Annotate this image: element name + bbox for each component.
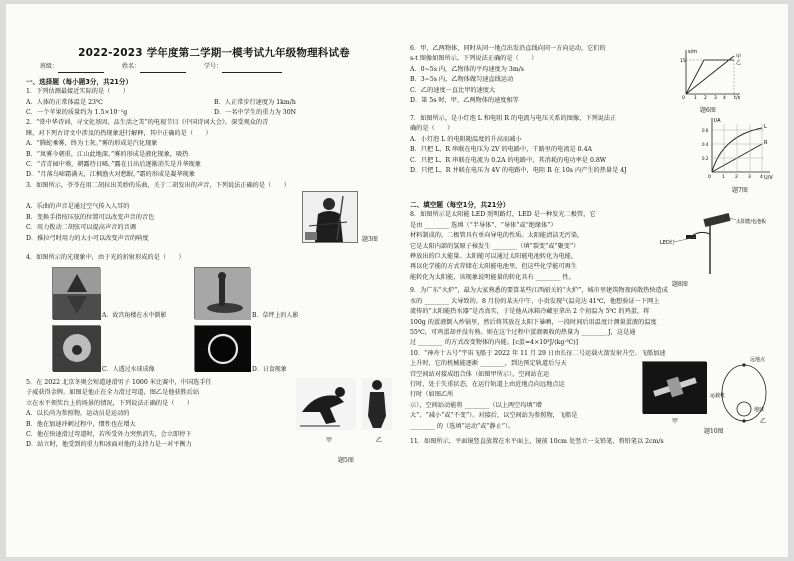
student-info-row [26, 62, 402, 72]
q7-line-r-label: R [764, 140, 768, 146]
q5-option-a[interactable]: A．以长尚为参照物，运动员是运动的 [26, 410, 130, 418]
q7-option-c[interactable]: C．只把 L、R 串联在电流为 0.2A 的电路中，其消耗的电功率是 0.8W [410, 156, 607, 164]
q4-option-b[interactable]: B．草坪上的人影 [252, 311, 299, 319]
q9-line-6[interactable]: 过 ________ 的方式改变物体的内能。[c蛋=4×10³J/(kg·℃)] [410, 339, 579, 347]
led-lamp-icon [686, 235, 696, 239]
question-8 [410, 210, 782, 289]
q7-x-tick-2: 2 [735, 175, 738, 180]
page-title: 2022-2023 学年度第二学期一模考试九年级物理科试卷 [78, 47, 350, 59]
q10-line-2[interactable]: 上升时，它的机械能逐渐 ________，到达预定轨道后与天 [410, 360, 567, 368]
q3-figure-caption: 题3图 [362, 235, 378, 243]
q3-option-b[interactable]: B．变换手指按压弦的位置可以改变声音的音色 [26, 213, 155, 221]
q2-option-a[interactable]: A．“腾蛇乘雾，终为土灰。”雾的形成是汽化现象 [26, 140, 158, 148]
question-9 [410, 286, 782, 348]
q6-line-2: s-t 图像如图所示，下列说法正确的是（ ） [410, 55, 538, 63]
q10-figure-a-label: 甲 [672, 417, 679, 425]
q1-option-b[interactable]: B．人正常步行速度为 1km/h [214, 98, 296, 106]
q7-iu-graph [702, 114, 774, 180]
section-1-heading: 一、选择题（每小题3分，共21分） [26, 77, 133, 86]
q7-x-tick-1: 1 [722, 175, 725, 180]
q6-option-a[interactable]: A．0~5s 内，乙物体的平均速度为 3m/s [410, 65, 524, 73]
q1-option-c[interactable]: C．一个苹果的质量约为 1.5×10⁻¹g [26, 109, 128, 117]
q6-line-b [686, 60, 734, 94]
q6-x-label: t/s [734, 95, 741, 101]
q10-line-4: 行时，处于失重状态，在运行轨道上由近地点向远地点运 [410, 381, 565, 389]
solar-panel-icon [703, 213, 730, 227]
q7-x-tick-4: 4 [760, 175, 763, 180]
q7-option-b[interactable]: B．只把 L、R 串联在电压为 2V 的电路中，干路里的电流是 0.4A [410, 146, 592, 154]
q7-figure-caption: 题7图 [732, 187, 748, 194]
earth-icon [737, 402, 751, 416]
q9-line-3: 流传的“太阳能热水器”是否真实，于是他从冰箱冷藏室拿出 2 个初温为 5℃ 的鸡蛋，将 [410, 308, 650, 316]
q6-line-1: 6．甲、乙两物体，同时从同一地点出发沿直线向同一方向运动，它们的 [410, 45, 606, 52]
question-5 [26, 378, 402, 468]
earth-label: 地球 [754, 406, 765, 413]
led-label: LED灯 [660, 240, 675, 247]
question-4 [26, 253, 402, 378]
class-field[interactable] [40, 62, 104, 72]
lawn-shadow-icon [195, 268, 251, 320]
solar-street-lamp-figure [660, 212, 767, 276]
near-point-dot [742, 419, 745, 422]
q10-line-6[interactable]: 示），空间站动能将 ________（以上两空均填“增 [410, 401, 542, 409]
space-station-icon [643, 362, 707, 414]
q7-origin: 0 [708, 175, 711, 180]
id-blank[interactable] [222, 66, 282, 73]
q1-stem: 1．下列估测最接近实际的是（ ） [26, 88, 129, 96]
q5-option-c[interactable]: C．他在快速滑过弯道时，若所受外力突然消失，会立即停下 [26, 430, 192, 438]
q8-line-3: 材料制成的。二极管具有单向导电的性质。太阳能清洁无污染， [410, 232, 584, 240]
q6-x-tick-3: 3 [714, 96, 717, 101]
q6-y-label: s/m [688, 49, 698, 55]
q8-figure-caption: 题8图 [672, 281, 688, 289]
q7-x-tick-3: 3 [748, 175, 751, 180]
q9-line-4: 100g 的蛋液倒入炒锅里，然后将其放在太阳下暴晒，一段时间后用温度计测量蛋液的温度 [410, 318, 657, 326]
q8-line-6: 再以化学能的方式存储在太阳能电池里，但这些化学能可再生 [410, 263, 578, 271]
speed-skater-icon [296, 378, 356, 430]
question-11: 11．如图所示，平面镜竖直放置在水平面上，镜前 10cm 处竖立一支铅笔，将铅笔以 2cm/s [410, 437, 664, 445]
q9-line-1: 9．为广东“火炉”，最为大家熟悉的要算某些江西韶关的“火炉”，城市里建筑物夜间散热快造成 [410, 287, 668, 295]
question-1 [26, 87, 402, 118]
q2-line-2: 睐，对下列古诗文中涉及的热现象进行解释，其中正确的是（ ） [26, 129, 212, 137]
q4-figure-b [194, 267, 250, 319]
q8-line-7[interactable]: 能转化为太阳能，该现象说明能量的转化具有 ________ 性。 [410, 273, 575, 281]
q6-x-tick-1: 1 [694, 96, 697, 101]
panel-label: 太阳能电池板 [736, 219, 767, 226]
q5-option-d[interactable]: D．站立时，他受到的重力和冰面对他的支持力是一对平衡力 [26, 441, 192, 449]
q8-line-2[interactable]: 是由 ________ 选填（“半导体”、“导体”或“绝缘体”） [410, 221, 557, 229]
q3-option-c[interactable]: C．用力拨动二胡弦可以提高声音的音调 [26, 224, 136, 232]
q7-y-tick-3: 0.6 [702, 128, 709, 133]
q10-figure-b-label: 乙 [760, 417, 767, 425]
q6-option-c[interactable]: C．乙的速度一直比甲的速度大 [410, 86, 496, 94]
q8-line-1: 8．如图所示是太阳能 LED 照明路灯，LED 是一种发光二极管，它 [410, 211, 596, 219]
q9-line-5[interactable]: 55℃，可鸡蛋却并没有熟。则在这个过程中蛋液吸收的热量为 ________ J，这是通 [410, 329, 636, 337]
q4-option-c[interactable]: C．人透过水球成像 [102, 365, 155, 373]
q6-option-d[interactable]: D．第 5s 时，甲、乙两物体的速度相等 [410, 97, 519, 105]
q6-y-tick: 15 [680, 59, 686, 64]
class-blank[interactable] [58, 66, 104, 73]
q7-y-tick-2: 0.4 [702, 142, 709, 147]
q5-line-2: 子威获得金牌。如图是他正在全力滑过弯道，图乙是他获胜后站 [26, 389, 200, 397]
q9-line-2[interactable]: 水的 ________ 大导致的。8 月份的某天中午，小贵发现气温竟达 41℃，他想验证一下网上 [410, 297, 660, 305]
solar-eclipse-icon [195, 326, 251, 372]
q1-option-d[interactable]: D．一名中学生的重力为 30N [214, 109, 297, 117]
podium-figure [362, 378, 392, 430]
q5-line-3: 立在水平领奖台上的场景的情况，下列说法正确的是（ ） [26, 399, 194, 407]
podium-skater-icon [362, 378, 392, 430]
q6-option-b[interactable]: B．3~5s 内，乙物体做匀速直线运动 [410, 76, 514, 84]
water-ball-icon [53, 326, 101, 372]
erhu-player-figure [302, 191, 358, 243]
q7-y-label: I/A [714, 118, 721, 124]
q5-figure-caption: 题5图 [338, 456, 354, 464]
q2-line-1: 2．“赏中华诗词、寻文化基因、品生活之美”的电视节目《中国诗词大会》，深受观众的青 [26, 119, 269, 127]
q7-line-2: 确的是（ ） [410, 125, 454, 133]
q2-option-c[interactable]: C．“青青园中葵，朝露待日晞。”露在日出后逐渐消失是升华现象 [26, 161, 202, 169]
q6-x-tick-2: 2 [704, 96, 707, 101]
q10-line-3: 宫空间站对接成组合体（如图甲所示）。空间站在运 [410, 370, 550, 378]
q4-figure-d [194, 325, 250, 371]
section-2-heading: 二、填空题（每空1分，共21分） [410, 201, 510, 209]
corner-tower-reflection-icon [53, 268, 101, 320]
right-column [410, 4, 782, 447]
q4-stem: 4．如图所示的光现象中，由于光的折射形成的是（ ） [26, 253, 185, 261]
name-blank[interactable] [140, 66, 186, 73]
q3-option-d[interactable]: D．推拉弓时用力的大小可以改变声音的响度 [26, 234, 149, 242]
q7-option-d[interactable]: D．只把 L、R 并联在电压为 4V 的电路中，电阻 R 在 10s 内产生的热量是 4J [410, 167, 627, 175]
q8-line-5: 释放出的巨大能量。太阳能可以通过太阳能电池转化为电能， [410, 253, 578, 261]
q3-line-1: 3．如图所示，爷爷在用二胡拉出美妙的乐曲，关于二胡发出的声音，下列说法正确的是（ ） [26, 181, 290, 189]
q6-line-a [686, 56, 734, 94]
erhu-player-icon [303, 192, 359, 244]
q6-series-a-label: 甲 [736, 54, 742, 60]
q10-figure-caption: 题10图 [704, 427, 724, 435]
q4-figure-c [52, 325, 100, 371]
q5-option-b[interactable]: B．他在加速冲刺过程中，惯性也在增大 [26, 420, 136, 428]
question-3 [26, 181, 402, 253]
question-2 [26, 118, 402, 180]
q7-grid [712, 124, 764, 172]
question-10 [410, 349, 782, 437]
q10-line-5: 行时（如图乙所 [410, 391, 454, 399]
led-leader-line [674, 237, 696, 242]
q7-line-1: 7．如图所示，是小灯泡 L 和电阻 R 的电流与电压关系的图像，下列说法正 [410, 115, 617, 122]
question-6 [410, 44, 782, 114]
q6-origin: 0 [682, 96, 685, 101]
q5-figure-b-label: 乙 [376, 436, 383, 444]
id-field[interactable] [204, 62, 282, 72]
far-point-dot [742, 363, 745, 366]
q8-line-4[interactable]: 它是太阳内部的氢原子核发生 ________（填“裂变”或“聚变”） [410, 242, 580, 250]
q5-line-1: 5．在 2022 北京冬奥会短道速滑男子 1000 米比赛中，中国选手任 [26, 378, 212, 386]
q7-curve-l-label: L [764, 124, 767, 130]
q7-option-a[interactable]: A．小灯泡 L 的电阻随温度的升高而减小 [410, 135, 522, 143]
q3-option-a[interactable]: A．乐曲的声音是通过空气传入人耳的 [26, 203, 130, 211]
q4-option-a[interactable]: A．故宫角楼在水中倒影 [102, 311, 167, 319]
q4-figure-a [52, 267, 100, 319]
speed-skater-figure [296, 378, 356, 430]
name-field[interactable] [122, 62, 186, 72]
q7-x-label: U/V [764, 175, 773, 181]
question-7 [410, 114, 782, 196]
q10-line-7: 大”、“减小”或“不变”）。对接后，以空间站为参照物，飞船是 [410, 412, 578, 420]
q7-y-tick-1: 0.2 [702, 156, 709, 161]
q2-option-b[interactable]: B．“岚雾今朝重，江山此地深。”雾的形成是液化现象，吸热 [26, 150, 189, 158]
q6-figure-caption: 题6图 [700, 107, 716, 114]
class-label: 班级： [40, 63, 59, 71]
q6-x-tick-4: 4 [723, 96, 726, 101]
far-point-label: 远地点 [750, 356, 766, 363]
q1-option-a[interactable]: A．人体的正常体温是 23℃ [26, 98, 103, 106]
q6-series-b-label: 乙 [736, 60, 742, 66]
q10-line-8[interactable]: ________ 的（选填“运动”或“静止”）。 [410, 422, 515, 430]
q4-option-d[interactable]: D．日食现象 [252, 365, 287, 373]
q2-option-d[interactable]: D．“月落乌啼霜满天，江枫渔火对愁眠。”霜的形成是凝华现象 [26, 171, 196, 179]
q6-st-graph [678, 46, 744, 100]
orbit-diagram [710, 353, 780, 425]
q10-line-1: 10．“神舟十五号”宇宙飞船于 2022 年 11 月 29 日由长征二号运载火箭发射升空。飞船加速 [410, 349, 666, 357]
exam-sheet [6, 4, 788, 557]
q5-figure-a-label: 甲 [326, 436, 333, 444]
left-column [26, 4, 402, 468]
id-label: 学号： [204, 63, 223, 71]
space-station-photo [642, 361, 706, 413]
name-label: 姓名： [122, 63, 141, 71]
station-label: 运载机 [710, 392, 726, 399]
